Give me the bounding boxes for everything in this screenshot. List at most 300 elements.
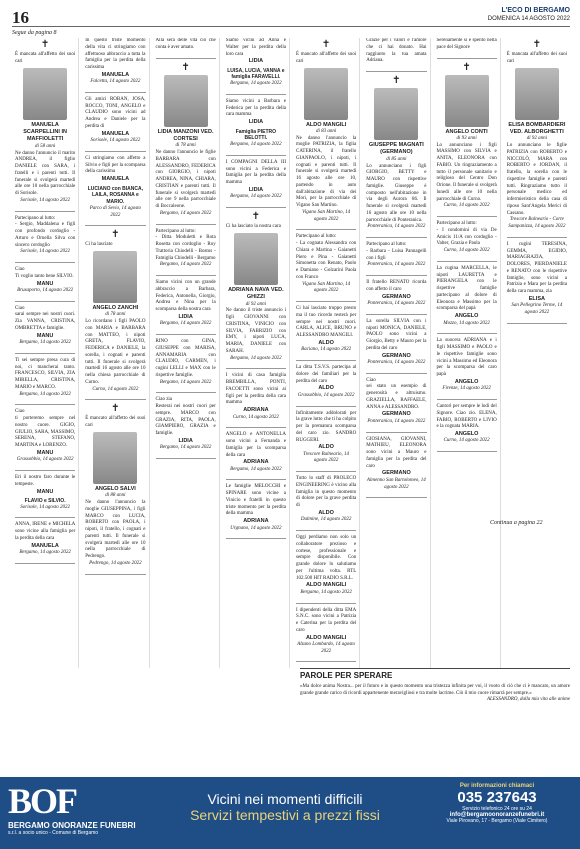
notice-divider bbox=[366, 373, 426, 374]
deceased-name: ELISA bbox=[528, 295, 545, 302]
notice-place-date: Bergamo, 14 agosto 2022 bbox=[230, 355, 282, 361]
deceased-name: MANUELA SCARPELLINI IN MAFFIOLETTI bbox=[23, 121, 67, 143]
notice-body: Siamo vicini con un grande abbraccio a Barbara, Federica, Antonella, Giorgio, Andrea e Nina per la scomparsa della nostra cara bbox=[155, 280, 216, 313]
notice-place-date: Bergamo, 14 agosto 2022 bbox=[230, 466, 282, 472]
notice-body: Oggi perdiamo non solo un collaboratore prezioso e cortese, professionale e sempre disponibile. Con grande dolore lo salutiamo per l'ultima volta. RTL 102.500 HIT RADIO S.R.L. bbox=[296, 535, 357, 581]
parole-title: PAROLE PER SPERARE bbox=[300, 671, 393, 680]
deceased-age: di 78 anni bbox=[105, 312, 126, 318]
obituary-columns bbox=[12, 38, 570, 668]
deceased-name: ELISA BOMBARDIERI VED. ALBORGHETTI bbox=[508, 121, 566, 135]
notice-body: Alla sera delle vita ciò che conta è aver amato. bbox=[155, 38, 216, 50]
notice-lead: Partecipano al lutto: bbox=[15, 215, 56, 221]
notice-divider bbox=[437, 451, 497, 452]
notice-divider bbox=[296, 661, 356, 662]
notice-body: Ne danno l'annuncio il marito ANDREA, il figlio DANIELE con SARA, i fratelli e i parenti tutti. Il funerale si svolgerà martedì alle ore 10 nella parrocchiale di Sorisole. bbox=[15, 150, 76, 197]
notice-place-date: Baciano, 14 agosto 2022 bbox=[301, 347, 352, 353]
obituary-notice bbox=[85, 230, 145, 393]
notice-lead: È mancata all'affetto dei suoi cari bbox=[506, 52, 567, 64]
notice-lead: Ciao bbox=[15, 267, 25, 273]
obituary-notice bbox=[366, 76, 426, 231]
obituary-notice bbox=[296, 535, 356, 596]
obituary-notice bbox=[15, 216, 75, 257]
notice-place-date: Grassobbio, 14 agosto 2022 bbox=[297, 392, 355, 398]
deceased-name: LIDIA bbox=[248, 58, 264, 65]
notice-body: La cugina MARCELLA, le nipoti LAURETTA e PIERANGELA con le rispettive famiglie partecipano al dolore di Eleonora e Massimo per la scomparsa del papà bbox=[436, 265, 497, 312]
notice-place-date: Bergamo, 14 agosto 2022 bbox=[159, 321, 212, 327]
notice-lead: Ciao bbox=[15, 305, 25, 311]
slogan bbox=[160, 791, 410, 823]
notice-place-date: Sorisole, 14 agosto 2022 bbox=[90, 138, 141, 144]
deceased-name: ALDO MANGILI bbox=[305, 634, 347, 641]
notice-divider bbox=[156, 392, 216, 393]
obituary-notice bbox=[15, 267, 75, 295]
obituary-notice bbox=[15, 475, 75, 511]
deceased-name: LIDIA MANZONI VED. CORTESI bbox=[157, 128, 214, 142]
notice-body: - Sergio, Maddalena e figli con profondo cordoglio - Arturo e Ornella Silva con sincero cordoglio bbox=[15, 222, 76, 248]
notice-divider bbox=[507, 323, 567, 324]
notice-divider bbox=[156, 58, 216, 59]
notice-divider bbox=[85, 399, 145, 400]
notice-body: - Barbara - Luisa Pannagelli con i figli bbox=[366, 248, 427, 261]
obituary-notice bbox=[156, 280, 216, 328]
notice-place-date: Ponteranica, 14 agosto 2022 bbox=[367, 359, 426, 365]
notice-body: Le famiglie MELOCCHI e SPINARE sono vicine a Vinicio e fratelli in questo triste momento per la perdita della mamma bbox=[225, 484, 286, 517]
deceased-name: GIUSEPPE MAGNATI (GERMANO) bbox=[368, 142, 424, 156]
cross-icon: ✝ bbox=[111, 229, 120, 241]
notice-lead: Ci ha lasciato bbox=[85, 242, 113, 248]
notice-body: Il fratello RENATO ricorda con affetto il caro bbox=[366, 280, 427, 292]
deceased-name: LIDIA bbox=[248, 186, 264, 193]
notice-body: Ci hai lasciato troppo presto ma il tuo ricordo resterà per sempre nei nostri cuori. CARLA, ALICE, BRUNO e ALESSANDRO MANGILI. bbox=[296, 306, 357, 339]
deceased-name: ALDO bbox=[318, 444, 334, 451]
company-logo bbox=[8, 783, 148, 843]
notice-body: La suocera ADRIANA e i figli MASSIMO e PAOLO e le rispettive famiglie sono vicini a Massimo ed Eleonora per la scomparsa del caro papà bbox=[436, 338, 497, 378]
obituary-notice bbox=[366, 437, 426, 492]
notice-body: Siamo vicini ad Anna e Walter per la perdita della loro cara bbox=[225, 38, 286, 57]
notice-divider bbox=[366, 432, 426, 433]
deceased-name: GERMANO bbox=[382, 293, 411, 300]
deceased-name: MANUELA bbox=[101, 130, 130, 137]
notice-lead: Partecipano al lutto: bbox=[155, 228, 196, 234]
notice-body: Ti voglio tanto bene SILVIO. bbox=[15, 273, 74, 279]
notice-body: Resterai nei nostri cuori per sempre. MARCO con GRAZIA, RITA, PAOLA, GIAMPIERO, GRAZIA e famiglie. bbox=[155, 404, 216, 437]
contact-info bbox=[422, 783, 572, 824]
deceased-name: LIDIA bbox=[178, 437, 193, 444]
portrait-photo bbox=[93, 251, 137, 303]
obituary-notice bbox=[296, 306, 356, 354]
portrait-photo bbox=[445, 75, 489, 127]
cross-icon: ✝ bbox=[181, 61, 190, 73]
obituary-notice bbox=[437, 38, 497, 52]
column-4 bbox=[223, 38, 290, 668]
notice-place-date: Curno, 14 agosto 2022 bbox=[443, 248, 490, 254]
obituary-notice bbox=[85, 38, 145, 86]
notice-place-date: Curno, 14 agosto 2022 bbox=[443, 438, 490, 444]
notice-body: Cantorì per sempre le lodi del Signore. Ciao zio. ELENA, FABIO, ROBERTO e LIVIO e la cognata MARIA. bbox=[436, 404, 497, 430]
obituary-notice bbox=[437, 338, 497, 393]
deceased-name: ANGELO bbox=[454, 313, 479, 320]
newspaper-name: L'ECO DI BERGAMO bbox=[501, 7, 570, 14]
continued-from: Segue da pagina 8 bbox=[12, 30, 57, 36]
obituary-notice bbox=[296, 411, 356, 466]
obituary-notice bbox=[226, 373, 286, 421]
obituary-notice bbox=[15, 522, 75, 556]
notice-place-date: Ponteranica, 14 agosto 2022 bbox=[367, 418, 426, 424]
notice-signature: LUCIANO con BIANCA, LAILA, ROSANNA e MARIO. bbox=[87, 185, 144, 206]
notice-place-date: Parco di Sevio, 14 agosto 2022 bbox=[89, 205, 142, 218]
cross-icon: ✝ bbox=[40, 39, 50, 50]
notice-divider bbox=[366, 71, 426, 72]
obituary-notice bbox=[507, 40, 567, 231]
notice-divider bbox=[296, 471, 356, 472]
deceased-name: ANGELO CONTI bbox=[445, 128, 488, 135]
obituary-notice bbox=[85, 97, 145, 145]
deceased-name: LIDIA bbox=[178, 313, 193, 320]
notice-body: I dipendenti della ditta EMA S.N.C. sono vicini a Patrizia e Caterina per la perdita del caro bbox=[296, 607, 357, 633]
deceased-age: di 92 anni bbox=[526, 136, 548, 142]
notice-divider bbox=[15, 563, 75, 564]
obituary-notice bbox=[85, 404, 145, 567]
deceased-name: ANGELO bbox=[454, 378, 479, 385]
deceased-name: ANGELO ZANCHI bbox=[92, 305, 139, 312]
notice-divider bbox=[85, 225, 145, 226]
portrait-photo bbox=[234, 233, 278, 285]
obituary-notice bbox=[15, 358, 75, 399]
obituary-notice bbox=[507, 242, 567, 317]
cross-icon: ✝ bbox=[462, 61, 471, 73]
deceased-name: ADRIANA bbox=[243, 407, 269, 414]
notice-place-date: San Pellegrino Terme, 14 agosto 2022 bbox=[511, 303, 563, 316]
notice-place-date: Urgnano, 14 agosto 2022 bbox=[230, 525, 282, 531]
obituary-notice bbox=[437, 266, 497, 327]
notice-divider bbox=[226, 479, 286, 480]
notice-lead: Ciao bbox=[366, 377, 376, 383]
deceased-age: di 92 anni bbox=[245, 301, 267, 307]
masthead bbox=[488, 6, 570, 24]
deceased-name: ANGELO SALVI bbox=[94, 485, 136, 492]
notice-place-date: Bergamo, 14 agosto 2022 bbox=[159, 262, 212, 268]
notice-divider bbox=[366, 314, 426, 315]
column-3 bbox=[153, 38, 220, 668]
notice-divider bbox=[437, 333, 497, 334]
notice-place-date: Vigano San Martino, 14 agosto 2022 bbox=[302, 281, 351, 294]
notice-place-date: Grassobbio, 14 agosto 2022 bbox=[16, 457, 74, 463]
notice-signature: FLAVIO e SILVIO. bbox=[24, 497, 66, 504]
notice-place-date: Mozzo, 14 agosto 2022 bbox=[443, 320, 490, 326]
obituary-notice bbox=[296, 40, 356, 223]
deceased-name: GERMANO bbox=[382, 352, 411, 359]
notice-place-date: Bergamo, 14 agosto 2022 bbox=[159, 445, 212, 451]
deceased-name: MANU bbox=[36, 449, 54, 456]
notice-place-date: Brusaporto, 14 agosto 2022 bbox=[17, 287, 74, 293]
notice-signature: Famiglia PIETRO BELOTTI. bbox=[235, 128, 277, 142]
notice-place-date: Bergamo, 14 agosto 2022 bbox=[19, 550, 71, 556]
deceased-name: MANUELA bbox=[101, 71, 130, 78]
column-6 bbox=[363, 38, 430, 668]
notice-place-date: Bergamo, 14 agosto 2022 bbox=[230, 142, 282, 148]
phone-number[interactable]: 035 237643 bbox=[457, 789, 537, 806]
slogan-line-2: Servizi tempestivi a prezzi fissi bbox=[190, 807, 380, 823]
notice-place-date: Bergamo, 14 agosto 2022 bbox=[19, 391, 71, 397]
notice-place-date: Firenze, 14 agosto 2022 bbox=[442, 386, 491, 392]
obituary-notice bbox=[156, 339, 216, 386]
notice-divider bbox=[366, 237, 426, 238]
deceased-name: ADRIANA bbox=[243, 518, 269, 525]
obituary-notice bbox=[366, 242, 426, 269]
notice-divider bbox=[296, 406, 356, 407]
notice-divider bbox=[156, 458, 216, 459]
obituary-notice bbox=[15, 409, 75, 464]
portrait-photo bbox=[304, 68, 348, 120]
notice-body: Lo ricordano i figli PAOLO con MARIA e BARBARA con MATTEO, i nipoti GRETA, FLAVIO, FEDERICA e DANIELE, la sorella, i cognati e parenti tutti. Il funerale si svolgerà martedì 16 agosto alle ore 10 nella chiesa parrocchiale di Curno. bbox=[85, 319, 146, 385]
deceased-name: ALDO bbox=[318, 509, 334, 516]
deceased-name: MANU bbox=[36, 280, 54, 287]
footer-banner bbox=[0, 777, 580, 849]
notice-divider bbox=[15, 404, 75, 405]
parole-author: ALESSANDRO, dalla mia vita alle anime bbox=[486, 697, 570, 703]
company-sub: s.r.l. a socio unico - Comune di Bergamo bbox=[8, 830, 99, 836]
notice-body: ANNA, IRENE e MICHELA sono vicine alla famiglia per la perdita della cara bbox=[15, 522, 76, 541]
obituary-notice bbox=[296, 365, 356, 399]
portrait-photo bbox=[515, 68, 559, 120]
obituary-notice bbox=[437, 404, 497, 445]
company-name: BERGAMO ONORANZE FUNEBRI bbox=[8, 821, 136, 830]
cross-icon: ✝ bbox=[251, 211, 261, 223]
portrait-photo bbox=[23, 68, 67, 120]
notice-lead: Ciao zia bbox=[155, 397, 173, 403]
deceased-name: ALDO MANGILI bbox=[305, 121, 347, 128]
notice-divider bbox=[15, 353, 75, 354]
notice-body: - Ditta Moduletti e Rota Rosetta con cordoglio - Roy Trattoria Chiodelli - Bostos - Famiglia Chiodelli - Bergamo bbox=[155, 235, 216, 261]
obituary-notice bbox=[156, 63, 216, 218]
notice-divider bbox=[226, 538, 286, 539]
parole-per-sperare bbox=[300, 668, 570, 729]
notice-place-date: Ponteranica, 14 agosto 2022 bbox=[367, 262, 426, 268]
notice-place-date: Falcetta, 14 agosto 2022 bbox=[90, 79, 141, 85]
obituary-notice bbox=[226, 432, 286, 473]
obituary-notice bbox=[296, 608, 356, 656]
notice-divider bbox=[296, 603, 356, 604]
info-title: Per informazioni chiamaci bbox=[459, 783, 535, 789]
notice-divider bbox=[437, 58, 497, 59]
deceased-name: GERMANO bbox=[382, 470, 411, 477]
notice-divider bbox=[15, 470, 75, 471]
deceased-name: ALDO bbox=[318, 339, 334, 346]
deceased-age: di 78 anni bbox=[175, 143, 196, 149]
notice-body: - I condomini di via De Amicis 11/A con cordoglio - Valter, Grazia e Paola bbox=[436, 227, 497, 247]
cross-icon: ✝ bbox=[111, 403, 120, 415]
notice-body: GIOSIANA, GIOVANNI, MATHIEU, ELEONORA sono vicini a Mauro e famiglia per la perdita del caro bbox=[366, 436, 427, 469]
notice-place-date: Trescore Balneario, 14 agosto 2022 bbox=[303, 451, 350, 464]
deceased-age: di 93 anni bbox=[456, 135, 477, 141]
notice-place-date: Trescore Balneario - Corte Sampanizza, 14 agosto 2022 bbox=[508, 217, 566, 230]
column-5 bbox=[293, 38, 360, 668]
obituary-notice bbox=[226, 212, 286, 362]
notice-place-date: Bergamo, 14 agosto 2022 bbox=[230, 194, 282, 200]
notice-body: Siamo vicini a Barbara e Federica per la perdita della cara mamma bbox=[225, 98, 286, 118]
obituary-notice bbox=[437, 221, 497, 255]
notice-body: Tutto lo staff di PROLECO ENGINEERING è vicino alla famiglia in questo momento di dolore per la grave perdita di bbox=[296, 476, 357, 509]
parole-text: «Ma dolce anima Nostra... per il futuro e in questo momento una tristezza infinita per voi, il vuoto di ciò che ci è mancato, un amore grande grande carico di ricordi appartenente meravigliosi e tra molte lacrime. Ciò il mio cuore rimarrà per sempre.» bbox=[300, 683, 570, 696]
notice-divider bbox=[296, 301, 356, 302]
notice-place-date: Sorisole, 14 agosto 2022 bbox=[20, 197, 70, 203]
notice-lead: Partecipano al lutto: bbox=[366, 242, 407, 248]
notice-body: Ci stringiamo con affetto a Silvio e figli per la scomparsa della carissima bbox=[85, 155, 146, 175]
obituary-notice bbox=[366, 319, 426, 367]
notice-place-date: Almenno San Bartolomeo, 14 agosto 2022 bbox=[366, 477, 426, 490]
notice-body: I COMPAGNI DELLA III sono vicini a Federica e famiglia per la perdita della mamma bbox=[225, 159, 286, 186]
notice-place-date: Curno, 14 agosto 2022 bbox=[92, 386, 139, 392]
notice-divider bbox=[85, 92, 145, 93]
notice-place-date: Bergamo, 14 agosto 2022 bbox=[159, 379, 212, 385]
obituary-notice bbox=[366, 378, 426, 426]
notice-divider bbox=[437, 261, 497, 262]
obituary-notice bbox=[296, 476, 356, 524]
notice-divider bbox=[507, 237, 567, 238]
notice-divider bbox=[366, 275, 426, 276]
notice-divider bbox=[226, 94, 286, 95]
portrait-photo bbox=[93, 432, 137, 484]
notice-body: Ne danno l'annuncio la moglie GIUSEPPINA, i figli MARCO con LUCIA, ROBERTO con PAOLA, i nipoti, il fratello, i cognati e parenti tutti. Il funerale si svolgerà martedì alle ore 10 nella parrocchiale di Pedrengo. bbox=[85, 500, 146, 560]
notice-body: Serenamente si è spento nella pace del Signore bbox=[436, 38, 497, 50]
obituary-notice bbox=[15, 306, 75, 347]
obituary-notice bbox=[156, 38, 216, 52]
address: Viale Pirovano, 17 - Bergamo (Viale Cimitero) bbox=[446, 818, 548, 824]
notice-body: Gli amici ROBAN, JOSA, ROCCO, TONI, ANGELO e CLAUDIO sono vicini ad Andrea e Daniele per la perdita di bbox=[85, 96, 146, 129]
notice-place-date: Bergamo, 14 agosto 2022 bbox=[159, 210, 212, 216]
column-1 bbox=[12, 38, 79, 668]
notice-place-date: Ponteranica, 14 agosto 2022 bbox=[367, 224, 426, 230]
notice-body: Infinitamente addolorati per la grave lutto che ti ha colpito per la prematura scomparsa del caro zio. SANDRO RUGGERI. bbox=[296, 410, 357, 443]
portrait-photo bbox=[374, 88, 418, 140]
notice-lead: È mancato all'affetto dei suoi cari bbox=[85, 416, 146, 429]
page-header bbox=[0, 0, 580, 40]
obituary-notice bbox=[296, 234, 356, 295]
notice-divider bbox=[15, 262, 75, 263]
notice-divider bbox=[296, 530, 356, 531]
portrait-photo bbox=[164, 75, 208, 127]
deceased-name: ALDO bbox=[318, 385, 334, 392]
notice-divider bbox=[15, 211, 75, 212]
deceased-name: ALDO MANGILI bbox=[305, 582, 347, 589]
notice-divider bbox=[156, 224, 216, 225]
notice-divider bbox=[85, 574, 145, 575]
notice-lead: È mancata all'affetto dei suoi cari bbox=[15, 52, 76, 64]
page-number: 16 bbox=[12, 8, 29, 27]
notice-divider bbox=[226, 368, 286, 369]
deceased-name: ANGELO bbox=[454, 431, 479, 438]
notice-place-date: Dalmine, 14 agosto 2022 bbox=[300, 517, 352, 523]
notice-divider bbox=[226, 207, 286, 208]
notice-place-date: Bergamo, 14 agosto 2022 bbox=[19, 340, 71, 346]
notice-body: ti porteremo sempre nel nostro cuore. GIGIO, GIULIO, SARA, MASSIMO, SERENA, STEFANO, MARTINA e LORENZO. bbox=[15, 416, 76, 449]
deceased-age: di 83 anni bbox=[315, 128, 337, 134]
obituary-notice bbox=[437, 63, 497, 211]
notice-place-date: Pedrengo, 14 agosto 2022 bbox=[89, 560, 142, 566]
notice-divider bbox=[437, 399, 497, 400]
notice-place-date: Ponteranica, 14 agosto 2022 bbox=[367, 301, 426, 307]
column-2 bbox=[82, 38, 149, 668]
obituary-notice bbox=[366, 38, 426, 65]
notice-body: Ne danno l'annuncio la moglie PATRIZIA, la figlia CATERINA, il fratello GIANPAOLO, i nipoti, i cognati e parenti tutti. Il funerale si svolgerà martedì 16 agosto alle ore 10, partendo in auto dall'abitazione di via dei Mori, per la parrocchiale di Vigano San Martino. bbox=[296, 135, 357, 209]
notice-body: Ti sei sempre presa cura di noi, ci mancherai tanto. FRANCESCO, SILVIA, ZIA MIRELLA, CRISTINA, MARIO e MARCO. bbox=[15, 357, 76, 390]
deceased-name: MANU bbox=[36, 488, 54, 495]
notice-divider bbox=[226, 427, 286, 428]
notice-divider bbox=[296, 229, 356, 230]
notice-body: Ne danno l'annuncio le figlie BARBARA con ALESSANDRO, FEDERICA con GIORGIO, i nipoti ANDREA, NINA, CHIARA, CRISTIAN e parenti tutti. Il funerale si svolgerà martedì alle ore 9 nella parrocchiale di Boccaleone. bbox=[155, 150, 216, 210]
email-link[interactable]: info@bergamoonoranzefunebri.it bbox=[449, 812, 545, 818]
notice-body: Lo annunciano i figli GIORGIO, BETTY e MAURO con rispettive famiglie. Giuseppe è composto nell'abitazione in via degli Aurora 86. Il funerale si svolgerà martedì 16 agosto alle ore 10 nella parrocchiale di Ponteranica. bbox=[366, 163, 427, 223]
notice-signature: LUISA, LUCIA, VANNA e famiglia FARAVELLI. bbox=[227, 67, 285, 81]
deceased-age: di 88 anni bbox=[105, 493, 126, 499]
deceased-name: MANUELA bbox=[101, 176, 130, 183]
notice-body: Grazie per i valori e l'amore che ci hai donato. Hai raggiunto la tua amata Adriana. bbox=[366, 38, 427, 64]
deceased-name: ADRIANA NAVA VED. GHIZZI bbox=[228, 286, 284, 301]
header-rule bbox=[12, 26, 570, 27]
obituary-notice bbox=[226, 160, 286, 201]
notice-body: I vicini di casa famiglia BREMBILLA, PONTI, FACOETTI sono vicini ai figli per la perdita della cara mamma bbox=[225, 373, 286, 406]
notice-body: I cugini TERESINA, GEMMA, EGIDIO, MARIAGRAZIA, DOLORES, PIERDANIELE e RENATO con le rispettive famiglie, sono vicini a Patrizia e Mara per la perdita della cara mamma, zia bbox=[506, 241, 567, 295]
notice-divider bbox=[296, 360, 356, 361]
deceased-name: MANU bbox=[36, 332, 54, 339]
notice-lead: Ci ha lasciato la nostra cara bbox=[225, 224, 281, 230]
notice-body: Lo annunciano i figli MASSIMO con SILVIA e ANITA, ELEONORA con FABIO. Un ringraziamento a tutto il personale sanitario e religioso del Centro Don Orione. Il funerale si svolgerà lunedì alle ore 10 nella parrocchiale di Curno. bbox=[436, 142, 497, 202]
notice-divider bbox=[156, 275, 216, 276]
notice-body: Eri il nostro faro durante le tempeste. bbox=[15, 475, 76, 487]
deceased-name: MANUELA bbox=[31, 542, 59, 549]
deceased-name: ADRIANA bbox=[243, 459, 269, 466]
notice-divider bbox=[366, 497, 426, 498]
notice-divider bbox=[15, 517, 75, 518]
notice-place-date: Curno, 14 agosto 2022 bbox=[443, 203, 490, 209]
service-hours: Servizio telefonico 24 ore su 24 bbox=[462, 806, 532, 812]
notice-lead: Partecipano al lutto: bbox=[436, 221, 477, 227]
notice-divider bbox=[226, 155, 286, 156]
obituary-notice bbox=[226, 38, 286, 88]
obituary-notice bbox=[366, 280, 426, 308]
notice-lead: Ciao bbox=[15, 409, 25, 415]
cross-icon: ✝ bbox=[392, 75, 401, 86]
notice-body: Ne danno il triste annuncio i figli GIOVANNI con CRISTINA, VINICIO con SILVIA, FABRIZIO con EMY, i nipoti LUCA, MARIA, DANIELE con SARAH. bbox=[225, 308, 286, 354]
notice-divider bbox=[156, 334, 216, 335]
notice-lead: Partecipano al lutto: bbox=[296, 234, 337, 240]
notice-body: Lo annunciano le figlie PATRIZIA con ROBERTO e NICCOLÒ, MARA con ROBERTO e JORDAN, il fratello, la sorella con le rispettive famiglie e parenti tutti. Ringraziamo tutto il personale medico ed infermieristico della casa di riposo Sant'Angela Merici di Cassano. bbox=[506, 143, 567, 216]
cross-icon: ✝ bbox=[532, 39, 542, 50]
notice-body: sei stato un esempio di generosità e altruismo. GRAZIELLA, RAFFAELE, ANNA e ALESSANDRO. bbox=[366, 384, 427, 410]
notice-body: La sorella SILVIA con i nipoti MONICA, DANIELE, PAOLO sono vicini a Giorgio, Betty e Mauro per la perdita del caro bbox=[366, 318, 427, 351]
notice-body: - La cognata Alessandra con Chiara e Martina - Gaianetti Piero e Pina - Gaianetti Simonetta con Renato, Paolo e Damiano - Golzarini Paola con Franco bbox=[296, 241, 357, 280]
notice-body: sarai sempre nei nostri cuori. Zia VANNA, CRISTINA, OMBRETTA e famiglie. bbox=[15, 312, 76, 331]
notice-divider bbox=[15, 301, 75, 302]
notice-divider bbox=[437, 216, 497, 217]
deceased-age: di 85 anni bbox=[386, 156, 407, 162]
obituary-notice bbox=[15, 40, 75, 205]
continued-to: Continua a pagina 22 bbox=[490, 520, 543, 526]
notice-lead: È mancato all'affetto dei suoi cari bbox=[296, 52, 357, 64]
logo-mark: BOF bbox=[8, 781, 77, 821]
cross-icon: ✝ bbox=[321, 39, 331, 50]
deceased-age: di 58 anni bbox=[34, 143, 56, 149]
obituary-notice bbox=[226, 99, 286, 149]
notice-body: ANGELO e ANTONELLA sono vicini a Fernanda e famiglia per la scomparsa della cara bbox=[225, 432, 286, 458]
notice-place-date: Sorisole, 14 agosto 2022 bbox=[20, 504, 70, 510]
notice-place-date: Bergamo, 14 agosto 2022 bbox=[230, 81, 282, 87]
obituary-notice bbox=[156, 229, 216, 270]
notice-place-date: Curno, 14 agosto 2022 bbox=[232, 414, 279, 420]
obituary-notice bbox=[156, 397, 216, 452]
notice-place-date: Vigano San Martino, 14 agosto 2022 bbox=[302, 209, 351, 222]
notice-body: In questo triste momento della vita ci stringiamo con affettuoso abbraccio a tutta la famiglia per la perdita della carissima bbox=[85, 38, 146, 70]
